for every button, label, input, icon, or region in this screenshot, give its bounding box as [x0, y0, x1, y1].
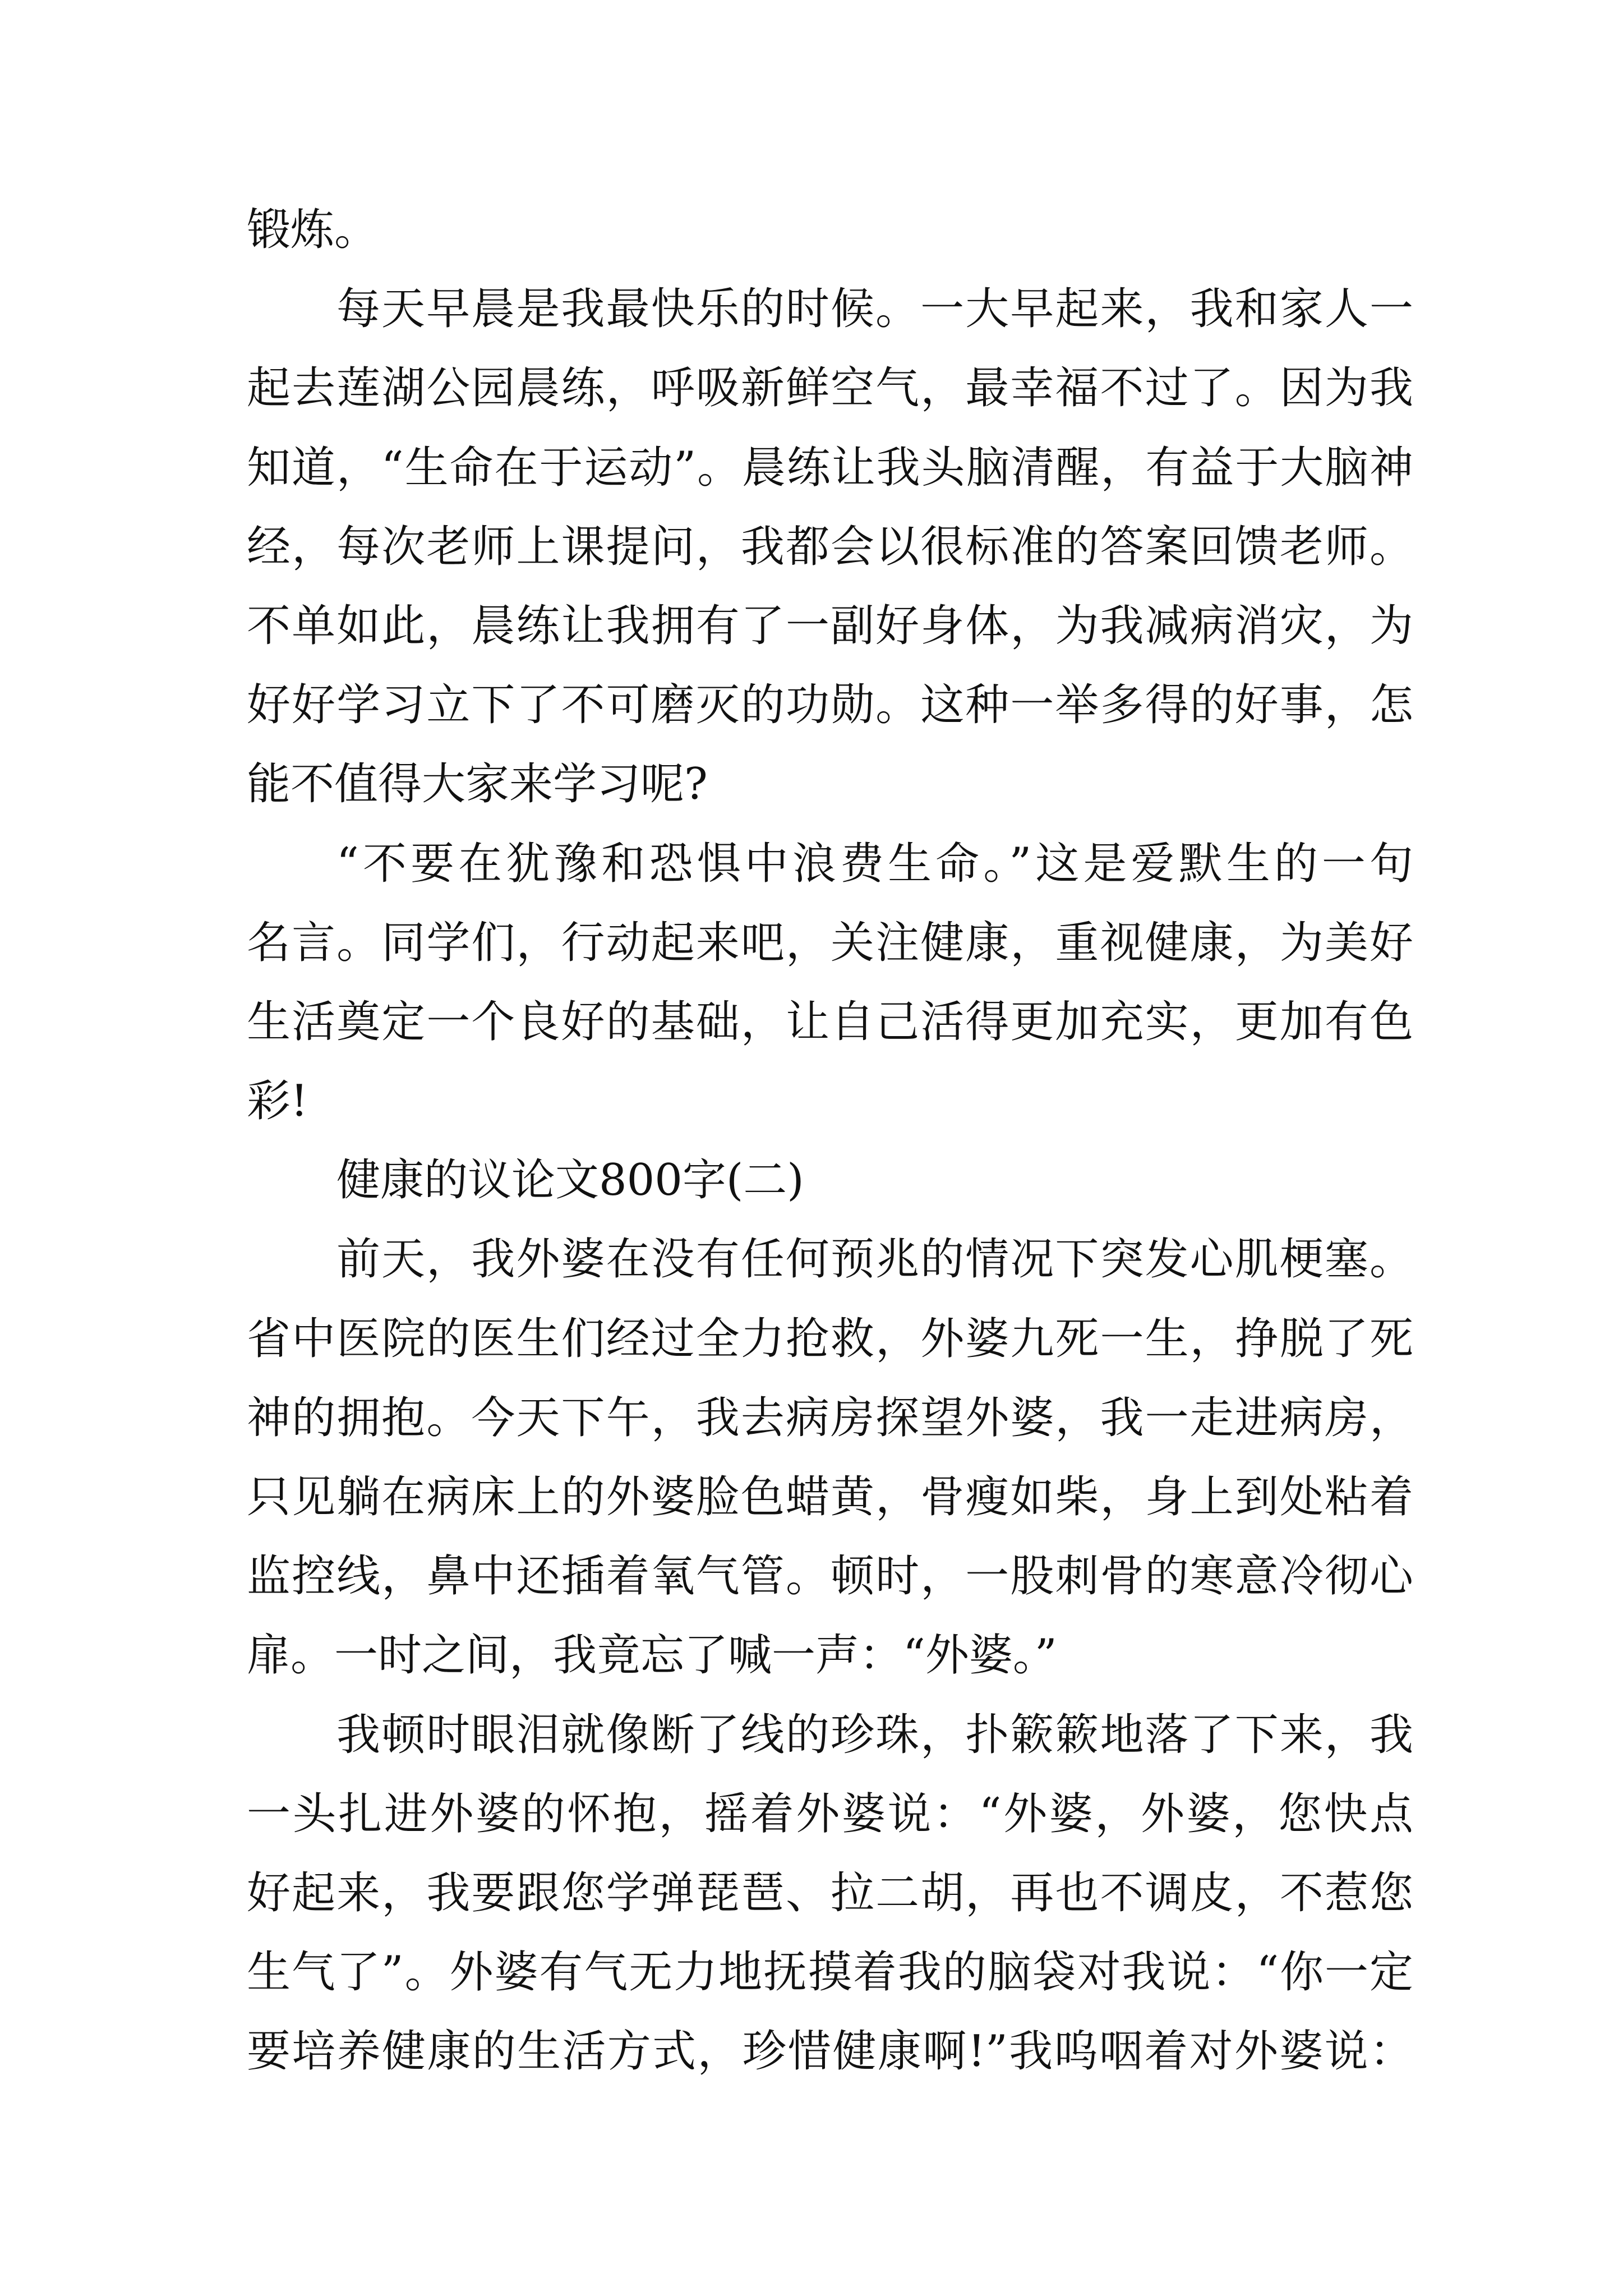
text-line: 生气了”。外婆有气无力地抚摸着我的脑袋对我说：“你一定 — [247, 1947, 1413, 1998]
text-line: 省中医院的医生们经过全力抢救，外婆九死一生，挣脱了死 — [247, 1313, 1413, 1364]
text-line: 我顿时眼泪就像断了线的珍珠，扑簌簌地落了下来，我 — [336, 1709, 1413, 1760]
text-line: 一头扎进外婆的怀抱，摇着外婆说：“外婆，外婆，您快点 — [247, 1788, 1413, 1839]
text-line: “不要在犹豫和恐惧中浪费生命。”这是爱默生的一句 — [336, 838, 1413, 889]
text-line: 好好学习立下了不可磨灭的功勋。这种一举多得的好事，怎 — [247, 680, 1413, 731]
text-line: 不单如此，晨练让我拥有了一副好身体，为我减病消灾，为 — [247, 600, 1413, 651]
text-line: 要培养健康的生活方式，珍惜健康啊!”我呜咽着对外婆说： — [247, 2026, 1413, 2077]
text-line: 好起来，我要跟您学弹琵琶、拉二胡，再也不调皮，不惹您 — [247, 1867, 1413, 1918]
text-line: 健康的议论文800字(二) — [336, 1155, 804, 1206]
text-line: 监控线，鼻中还插着氧气管。顿时，一股刺骨的寒意冷彻心 — [247, 1551, 1413, 1602]
text-line: 扉。一时之间，我竟忘了喊一声：“外婆。” — [247, 1630, 1057, 1681]
text-line: 起去莲湖公园晨练，呼吸新鲜空气，最幸福不过了。因为我 — [247, 363, 1413, 414]
text-line: 锻炼。 — [247, 205, 379, 255]
text-line: 彩! — [247, 1076, 308, 1127]
text-line: 能不值得大家来学习呢? — [247, 759, 708, 810]
text-line: 神的拥抱。今天下午，我去病房探望外婆，我一走进病房， — [247, 1392, 1413, 1443]
text-line: 只见躺在病床上的外婆脸色蜡黄，骨瘦如柴，身上到处粘着 — [247, 1472, 1413, 1522]
text-line: 每天早晨是我最快乐的时候。一大早起来，我和家人一 — [336, 284, 1413, 335]
text-line: 生活奠定一个良好的基础，让自己活得更加充实，更加有色 — [247, 996, 1413, 1047]
text-line: 名言。同学们，行动起来吧，关注健康，重视健康，为美好 — [247, 917, 1413, 968]
text-line: 知道，“生命在于运动”。晨练让我头脑清醒，有益于大脑神 — [247, 442, 1413, 493]
document-body — [247, 191, 1413, 2092]
text-line: 前天，我外婆在没有任何预兆的情况下突发心肌梗塞。 — [336, 1234, 1413, 1285]
text-line: 经，每次老师上课提问，我都会以很标准的答案回馈老师。 — [247, 521, 1413, 572]
